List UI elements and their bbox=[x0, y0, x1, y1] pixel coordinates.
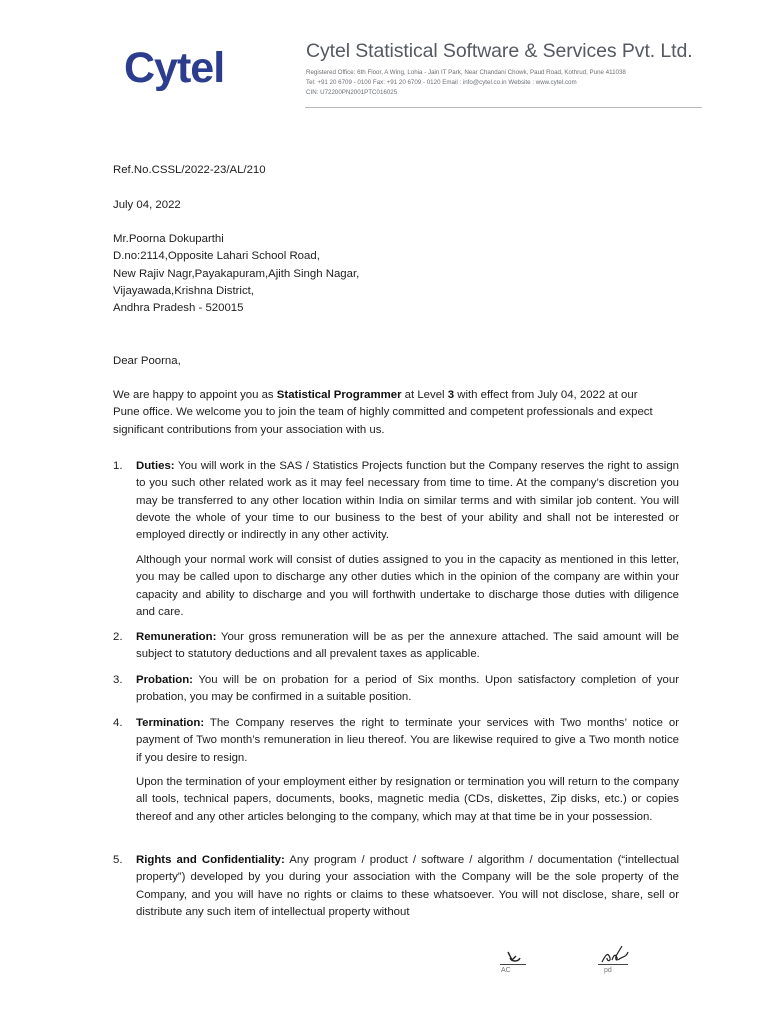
clause-termination: Termination: The Company reserves the right to terminate your services with Two months’ notice or payment of Two month’s remuneration in lieu thereof. You are likewise required to give a Two month notice if you desire to resign. bbox=[136, 717, 679, 764]
cin-line: CIN: U72200PN2001PTC016025 bbox=[306, 89, 398, 97]
initial-label-right: pd bbox=[604, 967, 612, 974]
clause-title: Termination: bbox=[136, 717, 205, 729]
address-line: Registered Office: 6th Floor, A Wing, Lohia - Jain IT Park, Near Chandani Chowk, Paud Road, Kothrud, Pune 411038 bbox=[306, 69, 626, 76]
role-title: Statistical Programmer bbox=[276, 389, 402, 401]
signature-line bbox=[500, 964, 526, 965]
company-name: Cytel Statistical Software & Services Pvt. Ltd. bbox=[306, 40, 693, 62]
address-line: New Rajiv Nagr,Payakapuram,Ajith Singh Nagar, bbox=[113, 267, 360, 280]
clause-title: Duties: bbox=[136, 460, 175, 472]
salutation: Dear Poorna, bbox=[113, 355, 181, 367]
address-line: Vijayawada,Krishna District, bbox=[113, 284, 254, 297]
recipient-name: Mr.Poorna Dokuparthi bbox=[113, 233, 224, 245]
clause-probation: Probation: You will be on probation for a period of Six months. Upon satisfactory completion of your probation, you may be confirmed in a suitable position. bbox=[136, 674, 679, 704]
clause-title: Probation: bbox=[136, 674, 193, 686]
clause-rights-confidentiality: Rights and Confidentiality: Any program / product / software / algorithm / documentation (“intellectual property”) developed by you during your association with the Company will be the sole property of the Company, and you will have no rights or claims to these whatsoever. You will not disclose, share, sell or distribute any such item of intellectual property without bbox=[136, 854, 679, 918]
clause-duties: Duties: You will work in the SAS / Statistics Projects function but the Company reserves the right to assign to you such other related work as it may feel necessary from time to time. At the company’s discretion you may be transferred to any other location within India on similar terms and with similar job content. You will devote the whole of your time to our business to the best of your ability and shall not be interested or employed directly or indirectly in any other activity. bbox=[136, 460, 679, 542]
intro-paragraph: We are happy to appoint you as Statistical Programmer at Level 3 with effect from July 04, 2022 at our Pune office. We welcome you to join the team of highly committed and competent professionals and expect significant contributions from your association with us. bbox=[113, 389, 653, 436]
header-divider bbox=[305, 107, 702, 108]
clause-termination-extra: Upon the termination of your employment either by resignation or termination you will return to the company all tools, technical papers, documents, books, magnetic media (CDs, diskettes, Zip disks, etc.) or copies thereof and any other articles belonging to the company, which may at that time be in your possession. bbox=[136, 776, 679, 823]
clause-number: 5. bbox=[113, 854, 123, 866]
signature-line bbox=[598, 964, 628, 965]
recipient-address bbox=[113, 231, 359, 317]
clause-title: Rights and Confidentiality: bbox=[136, 854, 285, 866]
contact-line: Tel: +91 20 6709 - 0100 Fax: +91 20 6709 - 0120 Email : info@cytel.co.in Website : www.cytel.com bbox=[306, 79, 577, 87]
clause-number: 2. bbox=[113, 631, 123, 643]
clause-duties-extra: Although your normal work will consist of duties assigned to you in the capacity as mentioned in this letter, you may be called upon to discharge any other duties which in the opinion of the company are within your capacity and ability to discharge and you will forthwith undertake to discharge those duties with diligence and care. bbox=[136, 554, 679, 618]
clause-number: 3. bbox=[113, 674, 123, 686]
clause-number: 4. bbox=[113, 717, 123, 729]
address-line: D.no:2114,Opposite Lahari School Road, bbox=[113, 250, 320, 263]
letter-date: July 04, 2022 bbox=[113, 199, 181, 211]
clause-title: Remuneration: bbox=[136, 631, 217, 643]
clause-number: 1. bbox=[113, 460, 123, 472]
address-line: Andhra Pradesh - 520015 bbox=[113, 302, 244, 315]
svg-text:Cytel: Cytel bbox=[124, 44, 225, 92]
level-value: 3 bbox=[447, 389, 455, 401]
cytel-logo bbox=[124, 42, 234, 92]
initial-signature-left bbox=[500, 948, 530, 968]
clause-remuneration: Remuneration: Your gross remuneration will be as per the annexure attached. The said amount will be subject to statutory deductions and all prevalent taxes as applicable. bbox=[136, 631, 679, 661]
company-address bbox=[306, 68, 626, 99]
initial-label-left: AC bbox=[501, 967, 511, 974]
reference-number: Ref.No.CSSL/2022-23/AL/210 bbox=[113, 164, 266, 176]
